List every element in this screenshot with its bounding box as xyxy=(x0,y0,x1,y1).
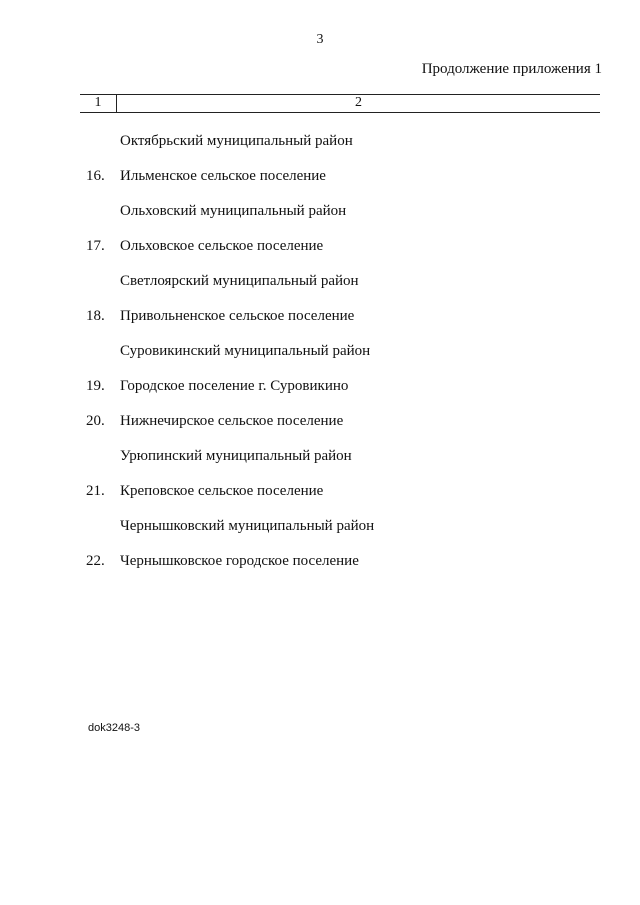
item-number: 21. xyxy=(86,483,105,499)
item-number: 19. xyxy=(86,378,105,394)
item-text: Привольненское сельское поселение xyxy=(120,308,355,324)
table-header-bottom-rule xyxy=(80,112,600,113)
list-item xyxy=(0,305,640,340)
item-text: Ольховское сельское поселение xyxy=(120,238,324,254)
list-item xyxy=(0,130,640,165)
list-item xyxy=(0,445,640,480)
item-text: Чернышковский муниципальный район xyxy=(120,518,375,534)
item-number: 22. xyxy=(86,553,105,569)
table-header xyxy=(80,94,600,114)
list-item xyxy=(0,270,640,305)
item-text: Светлоярский муниципальный район xyxy=(120,273,359,289)
list-item xyxy=(0,340,640,375)
item-number: 20. xyxy=(86,413,105,429)
list-item xyxy=(0,550,640,585)
item-text: Чернышковское городское поселение xyxy=(120,553,359,569)
document-code: dok3248-3 xyxy=(88,722,140,734)
list-item xyxy=(0,165,640,200)
item-text: Креповское сельское поселение xyxy=(120,483,324,499)
list-item xyxy=(0,375,640,410)
item-text: Нижнечирское сельское поселение xyxy=(120,413,344,429)
column-1-header: 1 xyxy=(94,95,102,110)
column-2-header: 2 xyxy=(355,95,362,110)
item-number: 18. xyxy=(86,308,105,324)
list-item xyxy=(0,410,640,445)
continuation-label: Продолжение приложения 1 xyxy=(421,61,602,77)
item-text: Городское поселение г. Суровикино xyxy=(120,378,349,394)
list-item xyxy=(0,480,640,515)
item-text: Ольховский муниципальный район xyxy=(120,203,347,219)
list-item xyxy=(0,515,640,550)
item-text: Суровикинский муниципальный район xyxy=(120,343,371,359)
item-number: 16. xyxy=(86,168,105,184)
settlement-list xyxy=(0,130,640,585)
list-item xyxy=(0,200,640,235)
item-text: Урюпинский муниципальный район xyxy=(120,448,352,464)
list-item xyxy=(0,235,640,270)
item-number: 17. xyxy=(86,238,105,254)
item-text: Ильменское сельское поселение xyxy=(120,168,326,184)
page-number: 3 xyxy=(316,32,324,47)
item-text: Октябрьский муниципальный район xyxy=(120,133,353,149)
